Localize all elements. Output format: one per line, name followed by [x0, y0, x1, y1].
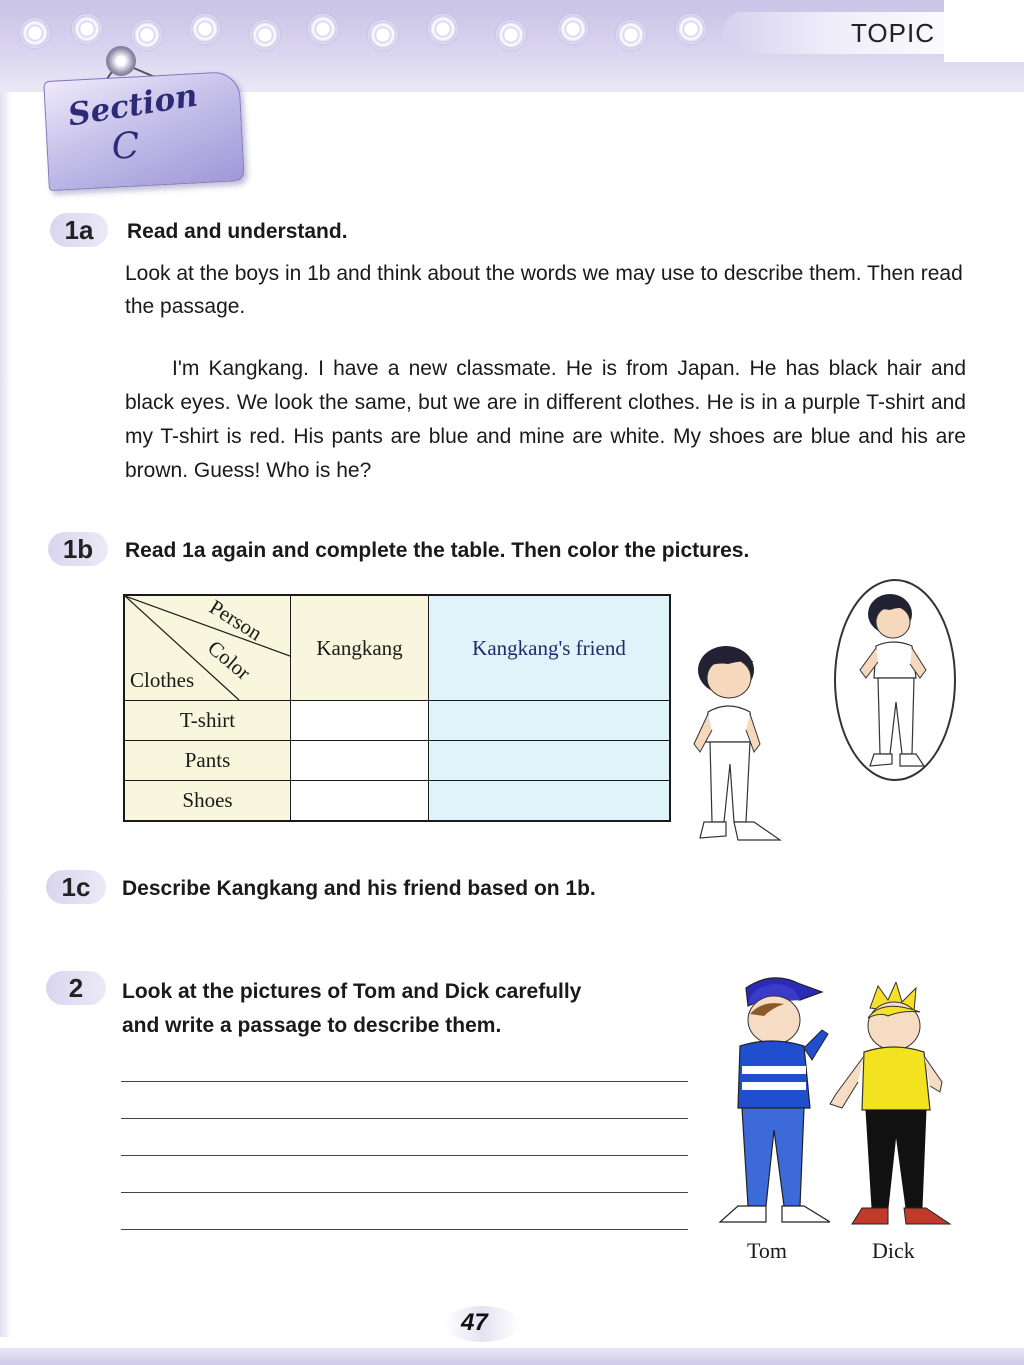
writing-line[interactable]	[121, 1155, 688, 1156]
section-letter: C	[110, 125, 141, 168]
answer-cell-kangkang-shoes[interactable]	[291, 781, 429, 822]
friend-illustration	[830, 574, 960, 786]
ring-decoration	[558, 14, 588, 44]
heading-1b: Read 1a again and complete the table. Then color the pictures.	[125, 539, 750, 562]
ring-decoration	[132, 20, 162, 50]
table-row	[124, 701, 670, 741]
writing-line[interactable]	[121, 1118, 688, 1119]
ring-decoration	[250, 20, 280, 50]
heading-1a: Read and understand.	[127, 220, 348, 243]
topic-box	[944, 0, 1024, 62]
section-sign	[43, 71, 244, 191]
section-word: Section	[65, 77, 200, 134]
footer-band	[0, 1348, 1024, 1365]
kangkang-illustration	[684, 634, 794, 856]
table-header-kangkang: Kangkang	[291, 595, 429, 701]
caption-dick: Dick	[872, 1238, 915, 1263]
page-number: 47	[461, 1309, 488, 1336]
table-row	[124, 741, 670, 781]
caption-tom: Tom	[747, 1238, 788, 1263]
ring-decoration	[72, 14, 102, 44]
tom-illustration	[712, 970, 830, 1232]
corner-label-person: Person	[205, 594, 267, 646]
writing-line[interactable]	[121, 1081, 688, 1082]
ring-decoration	[616, 20, 646, 50]
ring-decoration	[428, 14, 458, 44]
writing-line[interactable]	[121, 1229, 688, 1230]
writing-line[interactable]	[121, 1192, 688, 1193]
activity-badge-2: 2	[46, 971, 106, 1005]
activity-badge-1a: 1a	[50, 213, 108, 247]
passage-1a: I'm Kangkang. I have a new classmate. He is from Japan. He has black hair and black eyes. We look the same, but we are in different clothes. He is in a purple T-shirt and my T-shirt is red. His pants are blue and mine are white. My shoes are blue and his are brown. Guess! Who is he?	[125, 357, 966, 482]
table-row-label: Pants	[124, 741, 291, 781]
corner-label-clothes: Clothes	[130, 668, 195, 692]
corner-label-color: Color	[203, 635, 256, 685]
dick-illustration	[822, 982, 956, 1232]
answer-cell-friend-tshirt[interactable]	[429, 701, 671, 741]
table-header-friend: Kangkang's friend	[429, 595, 671, 701]
ring-decoration	[20, 18, 50, 48]
ring-decoration	[368, 20, 398, 50]
activity-badge-1c: 1c	[46, 870, 106, 904]
answer-cell-friend-shoes[interactable]	[429, 781, 671, 822]
table-row-label: T-shirt	[124, 701, 291, 741]
instruction-1a: Look at the boys in 1b and think about the words we may use to describe them. Then read the passage.	[125, 262, 963, 318]
page-edge	[0, 92, 12, 1337]
table-row-label: Shoes	[124, 781, 291, 822]
topic-label: TOPIC	[851, 18, 935, 48]
table-corner-cell	[124, 595, 291, 701]
activity-badge-1b: 1b	[48, 532, 108, 566]
ring-decoration	[190, 14, 220, 44]
color-table	[123, 594, 671, 822]
ring-decoration	[676, 14, 706, 44]
answer-cell-friend-pants[interactable]	[429, 741, 671, 781]
ring-decoration	[496, 20, 526, 50]
pin-icon	[106, 46, 136, 76]
answer-cell-kangkang-pants[interactable]	[291, 741, 429, 781]
ring-decoration	[308, 14, 338, 44]
heading-2-line2: and write a passage to describe them.	[122, 1014, 502, 1037]
heading-1c: Describe Kangkang and his friend based on 1b.	[122, 877, 596, 900]
table-row	[124, 781, 670, 822]
answer-cell-kangkang-tshirt[interactable]	[291, 701, 429, 741]
heading-2-line1: Look at the pictures of Tom and Dick carefully	[122, 980, 582, 1003]
